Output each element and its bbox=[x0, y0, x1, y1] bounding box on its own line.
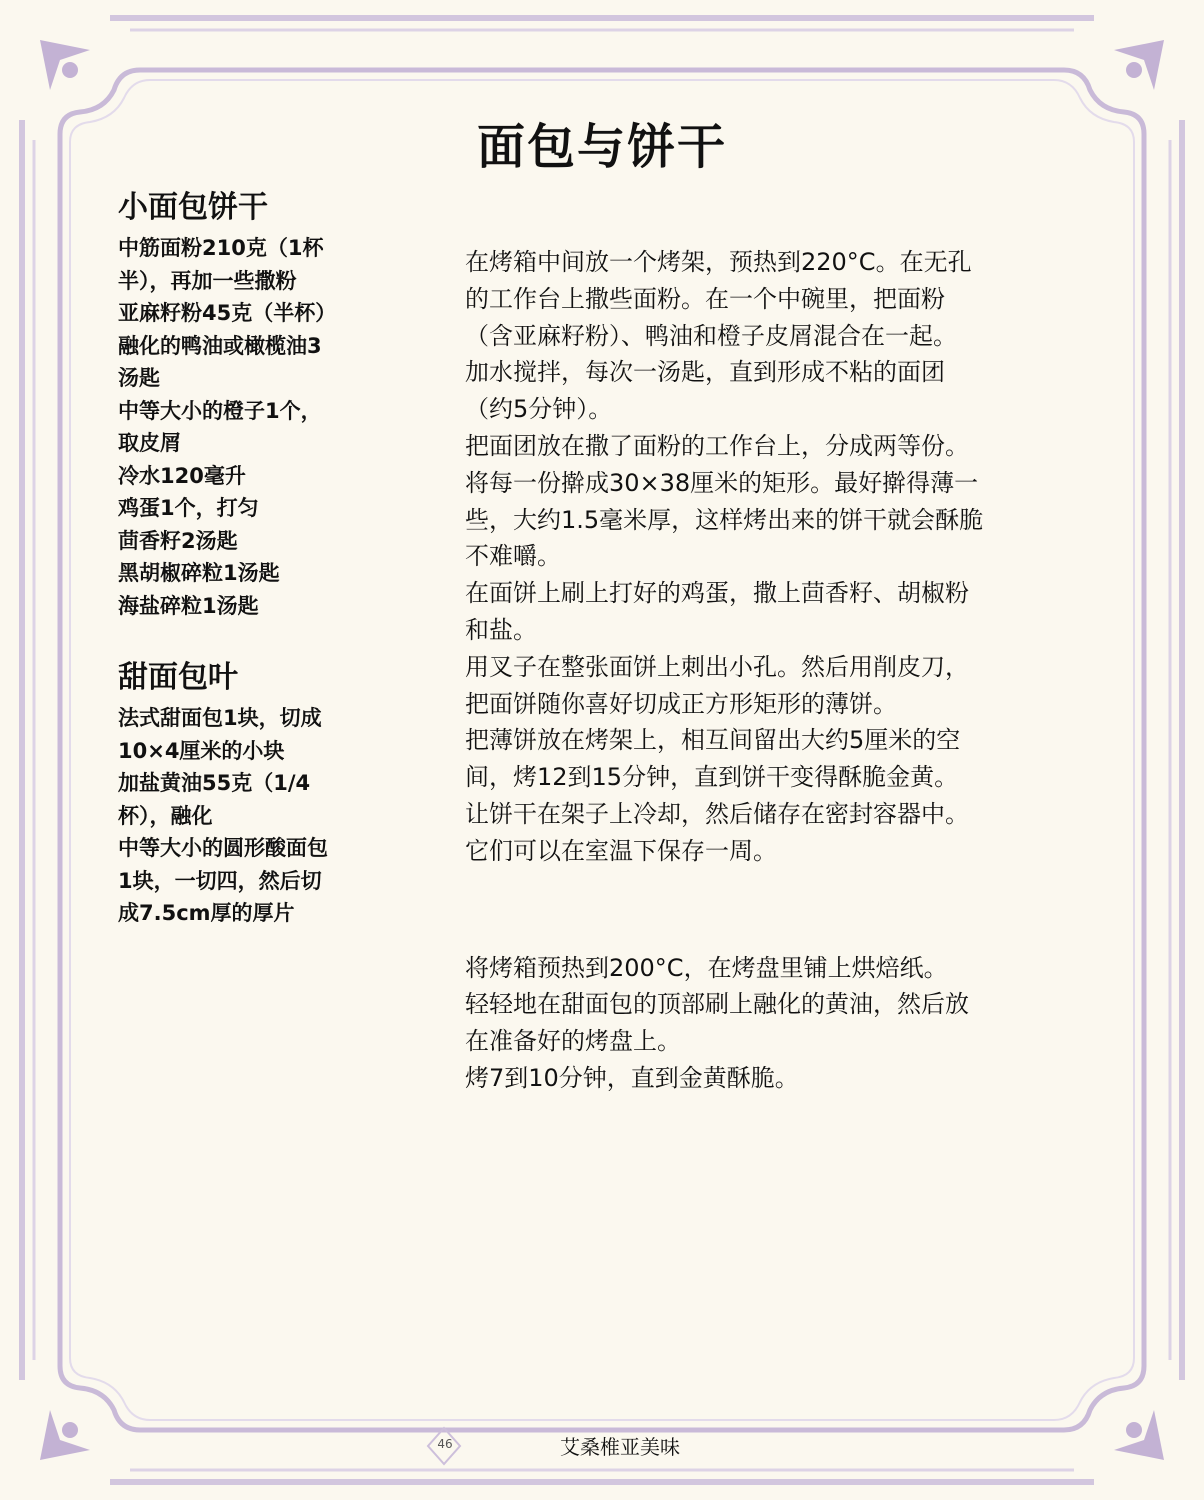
ingredient-line: 加盐黄油55克（1/4 bbox=[118, 771, 311, 795]
ingredient-line: 杯），融化 bbox=[118, 803, 213, 828]
recipe-steps-1 bbox=[465, 244, 1085, 870]
running-footer: 艾桑椎亚美味 bbox=[560, 1435, 680, 1459]
ingredient-line: 冷水120毫升 bbox=[118, 463, 246, 488]
recipe-ingredients-2 bbox=[118, 658, 388, 930]
ingredient-line: 成7.5cm厚的厚片 bbox=[118, 901, 295, 925]
recipe-ingredients-1 bbox=[118, 188, 388, 622]
instruction-line: （约5分钟）。 bbox=[465, 395, 613, 424]
ingredient-line: 黑胡椒碎粒1汤匙 bbox=[118, 561, 280, 585]
instructions-column bbox=[465, 244, 1085, 1097]
instruction-line: 在面饼上刷上打好的鸡蛋，撒上茴香籽、胡椒粉 bbox=[465, 579, 969, 608]
ingredient-line: 海盐碎粒1汤匙 bbox=[118, 593, 259, 618]
corner-ornament-bottom-right bbox=[1114, 1410, 1164, 1460]
instruction-line: 把面饼随你喜好切成正方形矩形的薄饼。 bbox=[465, 689, 897, 718]
ingredient-line: 中筋面粉210克（1杯 bbox=[118, 236, 324, 260]
instruction-line: 不难嚼。 bbox=[465, 542, 561, 571]
recipe-title: 小面包饼干 bbox=[118, 190, 268, 225]
recipe-steps-2 bbox=[465, 950, 1085, 1097]
instruction-line: 的工作台上撒些面粉。在一个中碗里，把面粉 bbox=[465, 284, 945, 313]
ingredient-line: 中等大小的圆形酸面包 bbox=[118, 836, 328, 860]
ingredient-line: 1块，一切四，然后切 bbox=[118, 868, 322, 893]
instruction-line: 在烤箱中间放一个烤架，预热到220°C。在无孔 bbox=[465, 248, 972, 276]
ingredient-line: 法式甜面包1块，切成 bbox=[118, 706, 322, 730]
recipe-title: 甜面包叶 bbox=[118, 660, 238, 695]
instruction-line: 加水搅拌，每次一汤匙，直到形成不粘的面团 bbox=[465, 358, 945, 387]
instruction-line: 将烤箱预热到200°C，在烤盘里铺上烘焙纸。 bbox=[465, 953, 948, 982]
corner-ornament-bottom-left bbox=[40, 1410, 90, 1460]
corner-ornament-top-left bbox=[40, 40, 90, 90]
ingredient-line: 半），再加一些撒粉 bbox=[118, 268, 297, 293]
section-gap bbox=[118, 622, 388, 658]
instruction-line: 轻轻地在甜面包的顶部刷上融化的黄油，然后放 bbox=[465, 990, 969, 1019]
ingredient-line: 取皮屑 bbox=[118, 431, 181, 455]
ingredient-line: 融化的鸭油或橄榄油3 bbox=[118, 333, 322, 358]
ingredient-line: 中等大小的橙子1个， bbox=[118, 398, 322, 423]
instruction-line: 和盐。 bbox=[465, 615, 537, 644]
instruction-line: 将每一份擀成30×38厘米的矩形。最好擀得薄一 bbox=[465, 468, 979, 497]
instruction-line: 些，大约1.5毫米厚，这样烤出来的饼干就会酥脆 bbox=[465, 505, 984, 534]
instruction-line: 让饼干在架子上冷却，然后储存在密封容器中。 bbox=[465, 799, 969, 828]
instruction-line: 烤7到10分钟，直到金黄酥脆。 bbox=[465, 1063, 799, 1092]
ingredient-line: 10×4厘米的小块 bbox=[118, 738, 285, 763]
ingredients-column bbox=[118, 188, 388, 930]
corner-ornament-top-right bbox=[1114, 40, 1164, 90]
instruction-line: （含亚麻籽粉）、鸭油和橙子皮屑混合在一起。 bbox=[465, 321, 957, 350]
ingredient-line: 鸡蛋1个，打匀 bbox=[118, 496, 259, 520]
instruction-line: 把面团放在撒了面粉的工作台上，分成两等份。 bbox=[465, 431, 969, 460]
instruction-line: 它们可以在室温下保存一周。 bbox=[465, 836, 777, 865]
instruction-line: 用叉子在整张面饼上刺出小孔。然后用削皮刀， bbox=[465, 652, 969, 681]
instruction-line: 把薄饼放在烤架上，相互间留出大约5厘米的空 bbox=[465, 726, 961, 755]
ingredient-line: 汤匙 bbox=[118, 366, 160, 390]
instruction-line: 在准备好的烤盘上。 bbox=[465, 1027, 681, 1056]
instruction-line: 间，烤12到15分钟，直到饼干变得酥脆金黄。 bbox=[465, 763, 959, 792]
ingredient-line: 茴香籽2汤匙 bbox=[118, 528, 238, 553]
page-title: 面包与饼干 bbox=[476, 119, 727, 175]
ingredient-line: 亚麻籽粉45克（半杯） bbox=[118, 301, 337, 325]
page-number: 46 bbox=[437, 1437, 453, 1451]
